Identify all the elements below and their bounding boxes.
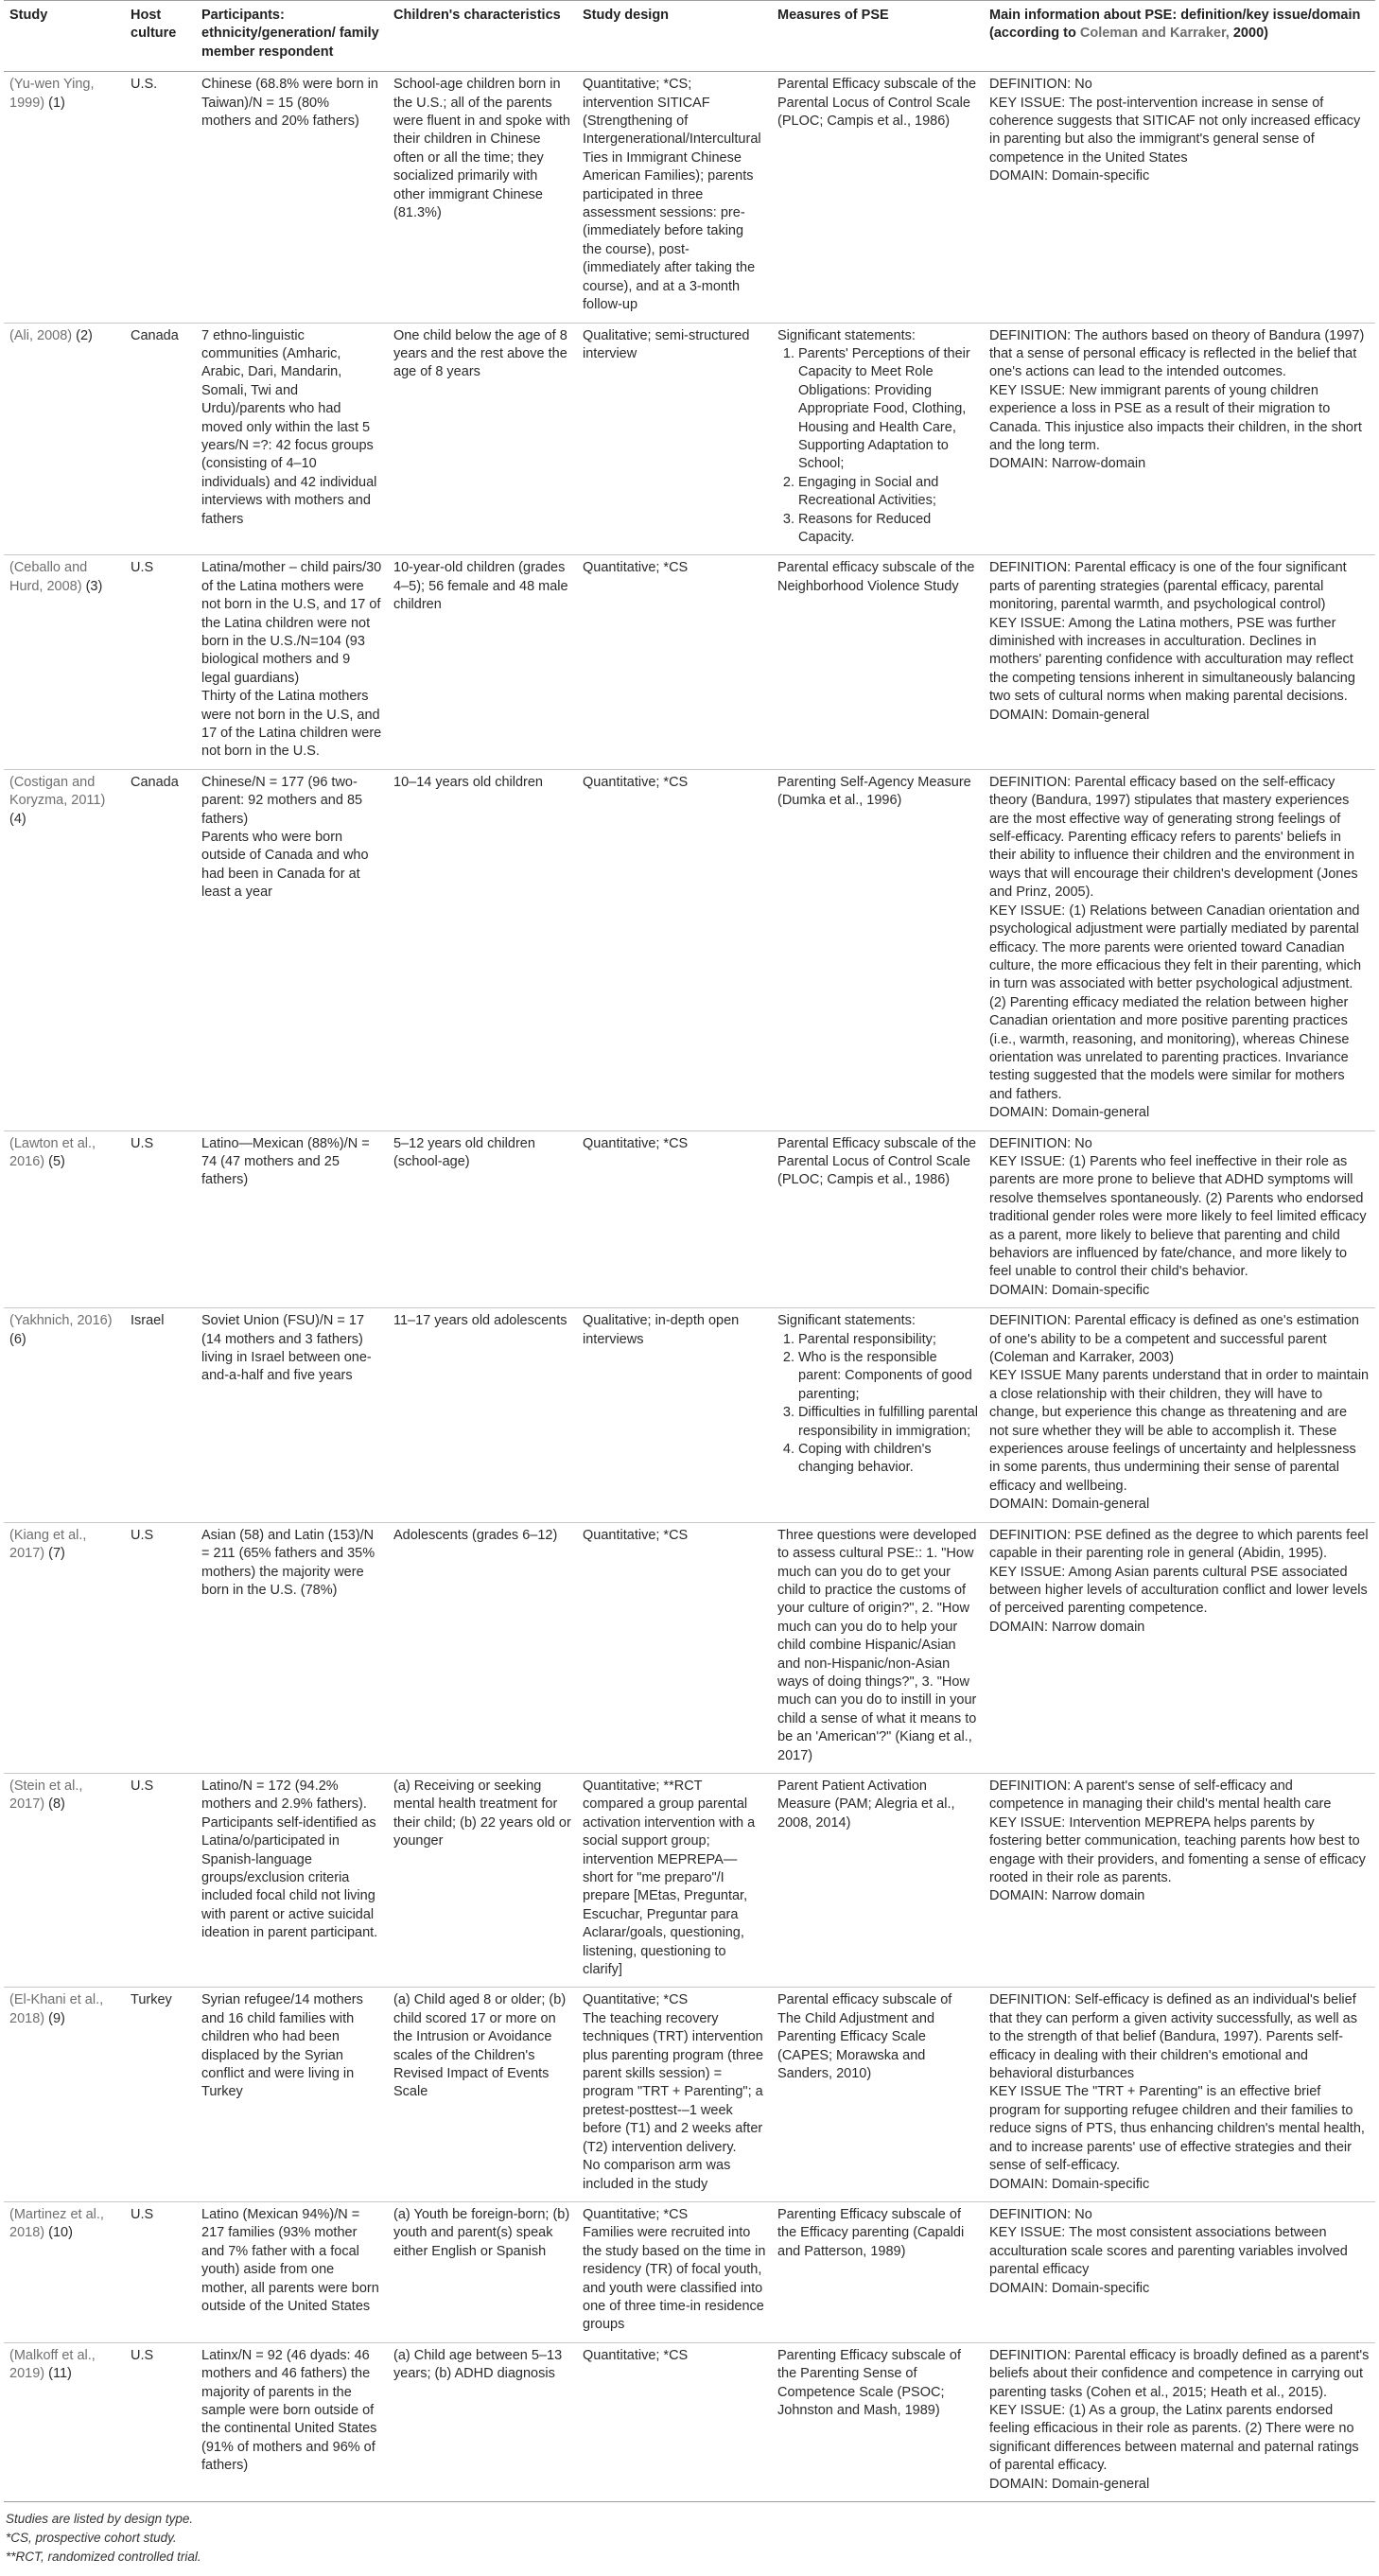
children-cell	[388, 1130, 577, 1308]
study-number: (11)	[44, 2366, 72, 2382]
table-row	[4, 72, 1375, 323]
host-culture-text: U.S	[131, 1778, 154, 1794]
measures-text: Parental Efficacy subscale of the Parental Locus of Control Scale (PLOC; Campis et al., 1986)	[777, 1135, 977, 1188]
study-design-cell	[577, 72, 772, 323]
study-reference: (Lawton et al., 2016)	[9, 1135, 96, 1169]
participants-text: Asian (58) and Latin (153)/N = 211 (65% fathers and 35% mothers) the majority were born in the U.S. (78%)	[201, 1527, 375, 1598]
study-cell	[4, 1130, 125, 1308]
measures-cell	[772, 1522, 984, 1773]
table-row	[4, 1130, 1375, 1308]
study-cell	[4, 1773, 125, 1987]
participants-text: Soviet Union (FSU)/N = 17 (14 mothers and 3 fathers) living in Israel between one-and-a-half and five years	[201, 1313, 372, 1384]
host-culture-text: Turkey	[131, 1992, 172, 2008]
children-text: One child below the age of 8 years and the rest above the age of 8 years	[393, 327, 567, 380]
main-info-text: DEFINITION: Parental efficacy is broadly defined as a parent's beliefs about their confidence and competence in carrying out parenting tasks (Cohen et al., 2015; Heath et al., 2015). KEY ISSUE: (1) As a group, the Latinx parents endorsed feeling efficacious in their role as parents. (2) There were no significant differences between maternal and paternal ratings of parental efficacy. DOMAIN: Domain-general	[989, 2347, 1370, 2492]
measures-intro: Significant statements:	[777, 327, 916, 343]
note-design-type: Studies are listed by design type.	[6, 2512, 194, 2526]
study-number: (3)	[81, 578, 103, 594]
list-item: 2. Engaging in Social and Recreational Activities;	[798, 474, 978, 511]
children-text: (a) Child age between 5–13 years; (b) ADHD diagnosis	[393, 2347, 563, 2382]
main-info-text: DEFINITION: A parent's sense of self-efficacy and competence in managing their child's mental health care KEY ISSUE: Intervention MEPREPA helps parents by fostering better communication, teaching parents how best to engage with their providers, and fomenting a sense of efficacy rooted in their role as parents. DOMAIN: Narrow domain	[989, 1778, 1366, 1904]
main-info-cell	[984, 1988, 1375, 2201]
study-design-text: Quantitative; *CS Families were recruited into the study based on the time in residency (TR) of focal youth, and youth were classified into one of three time-in residence groups	[583, 2206, 766, 2333]
measures-intro: Significant statements:	[777, 1313, 916, 1329]
list-item: 2. Who is the responsible parent: Components of good parenting;	[798, 1349, 978, 1404]
measures-text: Parent Patient Activation Measure (PAM; Alegria et al., 2008, 2014)	[777, 1778, 955, 1831]
study-design-cell	[577, 2201, 772, 2342]
main-info-text: DEFINITION: No KEY ISSUE: (1) Parents who feel ineffective in their role as parents are more prone to believe that ADHD symptoms will resolve themselves spontaneously. (2) Parents who endorsed traditional gender roles were more likely to feel limited efficacy as a parent, more likely to believe that parenting and child behaviors are influenced by fate/chance, and more likely to feel unable to control their child's behavior. DOMAIN: Domain-specific	[989, 1135, 1367, 1298]
main-info-cell	[984, 2201, 1375, 2342]
significant-statements-list	[777, 1331, 978, 1478]
study-reference: (Kiang et al., 2017)	[9, 1527, 87, 1562]
children-cell	[388, 323, 577, 555]
study-cell	[4, 323, 125, 555]
main-info-text: DEFINITION: Parental efficacy is one of the four significant parts of parenting strategies (parental efficacy, parental monitoring, parental warmth, and psychological control) KEY ISSUE: Among the Latina mothers, PSE was further diminished with increases in acculturation. Declines in mothers' parenting confidence with acculturation may reflect the competing tensions inherent in simultaneously balancing two sets of cultural norms when making parental decisions. DOMAIN: Domain-general	[989, 560, 1355, 723]
study-number: (2)	[72, 327, 93, 343]
participants-text: Latino/N = 172 (94.2% mothers and 2.9% fathers). Participants self-identified as Latina/o/participated in Spanish-language groups/exclusion criteria included focal child not living with parent or active suicidal ideation in parent participant.	[201, 1778, 378, 1941]
study-design-text: Quantitative; *CS	[583, 2347, 689, 2363]
table-row	[4, 2342, 1375, 2501]
host-culture-text: U.S	[131, 2347, 154, 2363]
study-design-text: Quantitative; *CS	[583, 1527, 689, 1543]
host-culture-cell	[125, 769, 196, 1130]
study-design-text: Quantitative; *CS	[583, 560, 689, 576]
participants-cell	[196, 72, 388, 323]
host-culture-text: Israel	[131, 1313, 165, 1329]
participants-cell	[196, 1773, 388, 1987]
host-culture-cell	[125, 72, 196, 323]
measures-cell	[772, 1308, 984, 1522]
participants-cell	[196, 555, 388, 769]
participants-text: 7 ethno-linguistic communities (Amharic, Arabic, Dari, Mandarin, Somali, Twi and Urdu)/parents who had moved only within the last 5 years/N =?: 42 focus groups (consisting of 4–10 individuals) and 42 individual interviews with mothers and fathers	[201, 327, 377, 527]
study-reference: (Yu-wen Ying, 1999)	[9, 77, 95, 111]
study-cell	[4, 2342, 125, 2501]
participants-text: Latina/mother – child pairs/30 of the Latina mothers were not born in the U.S, and 17 of the Latina children were not born in the U.S./N=104 (93 biological mothers and 9 legal guardians) Thirty of the Latina mothers were not born in the U.S, and 17 of the Latina children were not born in the U.S.	[201, 560, 382, 760]
children-cell	[388, 72, 577, 323]
participants-text: Syrian refugee/14 mothers and 16 child families with children who had been displaced by the Syrian conflict and were living in Turkey	[201, 1992, 363, 2100]
header-study-design: Study design	[577, 1, 772, 72]
header-main-info-text: Main information about PSE: definition/key issue/domain (according to	[989, 8, 1361, 42]
host-culture-cell	[125, 555, 196, 769]
participants-text: Chinese/N = 177 (96 two-parent: 92 mothers and 85 fathers) Parents who were born outside of Canada and who had been in Canada for at least a year	[201, 774, 369, 901]
children-cell	[388, 1773, 577, 1987]
significant-statements-list	[777, 345, 978, 547]
table-row	[4, 1773, 1375, 1987]
study-design-cell	[577, 769, 772, 1130]
main-info-cell	[984, 555, 1375, 769]
header-study: Study	[4, 1, 125, 72]
participants-text: Chinese (68.8% were born in Taiwan)/N = 15 (80% mothers and 20% fathers)	[201, 77, 378, 130]
participants-text: Latino (Mexican 94%)/N = 217 families (93% mother and 7% father with a focal youth) aside from one mother, all parents were born outside of the United States	[201, 2206, 379, 2314]
children-text: Adolescents (grades 6–12)	[393, 1527, 558, 1543]
study-reference: (El-Khani et al., 2018)	[9, 1992, 104, 2026]
participants-cell	[196, 1522, 388, 1773]
list-item: 3. Difficulties in fulfilling parental responsibility in immigration;	[798, 1404, 978, 1441]
table-row	[4, 1988, 1375, 2201]
host-culture-text: U.S	[131, 2206, 154, 2222]
participants-text: Latino—Mexican (88%)/N = 74 (47 mothers and 25 fathers)	[201, 1135, 370, 1188]
study-design-text: Qualitative; semi-structured interview	[583, 327, 750, 361]
study-design-text: Quantitative; *CS The teaching recovery techniques (TRT) intervention plus parenting program (three parent skills session) = program "TRT + Parenting"; a pretest-posttest-–1 week before (T1) and 2 weeks after (T2) intervention delivery. No comparison arm was included in the study	[583, 1992, 764, 2192]
table-row	[4, 323, 1375, 555]
study-reference: (Martinez et al., 2018)	[9, 2206, 104, 2241]
study-design-cell	[577, 1773, 772, 1987]
main-info-text: DEFINITION: Parental efficacy is defined as one's estimation of one's ability to be a competent and successful parent (Coleman and Karraker, 2003) KEY ISSUE Many parents understand that in order to maintain a close relationship with their children, they will have to change, but experience this change as threatening and are not sure whether they will be able to accomplish it. These experiences arouse feelings of uncertainty and helplessness in some parents, thus undermining their sense of parental efficacy and wellbeing. DOMAIN: Domain-general	[989, 1313, 1370, 1513]
measures-cell	[772, 1988, 984, 2201]
host-culture-cell	[125, 323, 196, 555]
study-number: (5)	[44, 1153, 65, 1169]
main-info-cell	[984, 1773, 1375, 1987]
participants-cell	[196, 323, 388, 555]
study-number: (1)	[44, 95, 65, 111]
study-reference: (Malkoff et al., 2019)	[9, 2347, 96, 2382]
study-number: (8)	[44, 1796, 65, 1813]
measures-cell	[772, 2201, 984, 2342]
children-cell	[388, 555, 577, 769]
children-text: (a) Child aged 8 or older; (b) child scored 17 or more on the Intrusion or Avoidance scales of the Children's Revised Impact of Events Scale	[393, 1992, 567, 2100]
study-cell	[4, 1522, 125, 1773]
note-rct: **RCT, randomized controlled trial.	[6, 2550, 201, 2564]
measures-cell	[772, 555, 984, 769]
study-design-text: Quantitative; *CS; intervention SITICAF (Strengthening of Intergenerational/Intercultural Ties in Immigrant Chinese American Families); parents participated in three assessment sessions: pre- (immediately before taking the course), post- (immediately after taking the course), and at a 3-month follow-up	[583, 77, 761, 313]
study-cell	[4, 769, 125, 1130]
study-reference: (Ceballo and Hurd, 2008)	[9, 560, 88, 594]
measures-cell	[772, 2342, 984, 2501]
main-info-text: DEFINITION: No KEY ISSUE: The post-intervention increase in sense of coherence suggests that SITICAF not only increased efficacy in parenting but also the immigrant's general sense of competence in the United States DOMAIN: Domain-specific	[989, 77, 1361, 184]
children-cell	[388, 1308, 577, 1522]
table-row	[4, 1522, 1375, 1773]
study-cell	[4, 555, 125, 769]
participants-cell	[196, 769, 388, 1130]
children-cell	[388, 769, 577, 1130]
children-text: 10-year-old children (grades 4–5); 56 female and 48 male children	[393, 560, 568, 613]
list-item: 4. Coping with children's changing behavior.	[798, 1441, 978, 1478]
children-text: (a) Youth be foreign-born; (b) youth and parent(s) speak either English or Spanish	[393, 2206, 570, 2259]
main-info-cell	[984, 1130, 1375, 1308]
children-cell	[388, 2342, 577, 2501]
main-info-cell	[984, 769, 1375, 1130]
measures-text: Parenting Self-Agency Measure (Dumka et al., 1996)	[777, 774, 971, 809]
list-item: 3. Reasons for Reduced Capacity.	[798, 511, 978, 548]
study-design-text: Qualitative; in-depth open interviews	[583, 1313, 740, 1347]
table-notes	[4, 2502, 1375, 2567]
participants-cell	[196, 2201, 388, 2342]
host-culture-text: Canada	[131, 774, 179, 790]
host-culture-text: U.S	[131, 560, 154, 576]
measures-text: Parental Efficacy subscale of the Parental Locus of Control Scale (PLOC; Campis et al., 1986)	[777, 77, 977, 130]
measures-cell	[772, 1773, 984, 1987]
study-design-cell	[577, 1308, 772, 1522]
main-info-cell	[984, 1522, 1375, 1773]
main-info-cell	[984, 72, 1375, 323]
study-reference: (Costigan and Koryzma, 2011)	[9, 774, 106, 809]
study-design-cell	[577, 1988, 772, 2201]
table-body	[4, 72, 1375, 2502]
note-cs: *CS, prospective cohort study.	[6, 2531, 177, 2545]
study-reference: (Ali, 2008)	[9, 327, 73, 343]
host-culture-cell	[125, 2342, 196, 2501]
host-culture-cell	[125, 1130, 196, 1308]
table-row	[4, 2201, 1375, 2342]
study-cell	[4, 1308, 125, 1522]
host-culture-text: Canada	[131, 327, 179, 343]
main-info-text: DEFINITION: Self-efficacy is defined as an individual's belief that they can perform a given activity successfully, as well as to the strength of that belief (Bandura, 1997). Parents self-efficacy in dealing with their children's emotional and behavioral disturbances KEY ISSUE The "TRT + Parenting" is an effective brief program for supporting refugee children and their families to reduce signs of PTS, thus enhancing children's mental health, and to increase parents' use of effective strategies and their sense of self-efficacy. DOMAIN: Domain-specific	[989, 1992, 1365, 2192]
study-design-text: Quantitative; **RCT compared a group parental activation intervention with a social support group; intervention MEPREPA—short for "me preparo"/I prepare [MEtas, Preguntar, Escuchar, Preguntar para Aclarar/goals, questioning, listening, questioning to clarify]	[583, 1778, 756, 1978]
children-text: 5–12 years old children (school-age)	[393, 1135, 535, 1169]
study-number: (9)	[44, 2010, 65, 2026]
children-text: 10–14 years old children	[393, 774, 543, 790]
main-info-cell	[984, 1308, 1375, 1522]
main-info-text: DEFINITION: PSE defined as the degree to which parents feel capable in their parenting role in general (Abidin, 1995). KEY ISSUE: Among Asian parents cultural PSE associated between higher levels of acculturation conflict and lower levels of perceived parenting competence. DOMAIN: Narrow domain	[989, 1527, 1369, 1635]
table-row	[4, 1308, 1375, 1522]
study-design-cell	[577, 555, 772, 769]
header-main-info-ref: Coleman and Karraker,	[1079, 26, 1230, 42]
measures-text: Parenting Efficacy subscale of the Parenting Sense of Competence Scale (PSOC; Johnston and Mash, 1989)	[777, 2347, 961, 2418]
host-culture-cell	[125, 1988, 196, 2201]
main-info-text: DEFINITION: No KEY ISSUE: The most consistent associations between acculturation scale scores and parenting variables involved parental efficacy DOMAIN: Domain-specific	[989, 2206, 1348, 2296]
participants-cell	[196, 2342, 388, 2501]
table-row	[4, 555, 1375, 769]
study-reference: (Yakhnich, 2016)	[9, 1313, 113, 1329]
children-cell	[388, 2201, 577, 2342]
main-info-cell	[984, 2342, 1375, 2501]
host-culture-cell	[125, 1773, 196, 1987]
measures-text: Parental efficacy subscale of the Neighborhood Violence Study	[777, 560, 975, 594]
participants-text: Latinx/N = 92 (46 dyads: 46 mothers and 46 fathers) the majority of parents in the sample were born outside of the continental United States (91% of mothers and 96% of fathers)	[201, 2347, 377, 2474]
measures-text: Parental efficacy subscale of The Child Adjustment and Parenting Efficacy Scale (CAPES; Morawska and Sanders, 2010)	[777, 1992, 952, 2082]
participants-cell	[196, 1308, 388, 1522]
header-row	[4, 1, 1375, 72]
host-culture-cell	[125, 1522, 196, 1773]
study-cell	[4, 1988, 125, 2201]
study-number: (7)	[44, 1546, 65, 1562]
host-culture-text: U.S	[131, 1135, 154, 1151]
measures-cell	[772, 323, 984, 555]
study-design-text: Quantitative; *CS	[583, 774, 689, 790]
header-main-info-end: 2000)	[1229, 26, 1268, 42]
host-culture-text: U.S	[131, 1527, 154, 1543]
participants-cell	[196, 1988, 388, 2201]
study-design-cell	[577, 1522, 772, 1773]
host-culture-cell	[125, 1308, 196, 1522]
study-number: (4)	[9, 811, 26, 827]
header-host-culture: Host culture	[125, 1, 196, 72]
children-text: (a) Receiving or seeking mental health treatment for their child; (b) 22 years old or younger	[393, 1778, 571, 1849]
study-cell	[4, 72, 125, 323]
list-item: 1. Parental responsibility;	[798, 1331, 978, 1349]
study-design-cell	[577, 2342, 772, 2501]
study-number: (10)	[44, 2225, 73, 2241]
measures-cell	[772, 769, 984, 1130]
main-info-cell	[984, 323, 1375, 555]
header-children: Children's characteristics	[388, 1, 577, 72]
host-culture-cell	[125, 2201, 196, 2342]
children-text: 11–17 years old adolescents	[393, 1313, 567, 1329]
host-culture-text: U.S.	[131, 77, 158, 93]
study-cell	[4, 2201, 125, 2342]
study-design-cell	[577, 323, 772, 555]
children-cell	[388, 1522, 577, 1773]
header-participants: Participants: ethnicity/generation/ family member respondent	[196, 1, 388, 72]
table-row	[4, 769, 1375, 1130]
study-design-text: Quantitative; *CS	[583, 1135, 689, 1151]
measures-cell	[772, 72, 984, 323]
main-info-text: DEFINITION: The authors based on theory of Bandura (1997) that a sense of personal efficacy is reflected in the belief that one's actions can lead to the intended outcomes. KEY ISSUE: New immigrant parents of young children experience a loss in PSE as a result of their migration to Canada. This injustice also impacts their children, in the short and the long term. DOMAIN: Narrow-domain	[989, 327, 1365, 472]
measures-text: Parenting Efficacy subscale of the Efficacy parenting (Capaldi and Patterson, 1989)	[777, 2206, 965, 2259]
header-main-info	[984, 1, 1375, 72]
measures-cell	[772, 1130, 984, 1308]
main-info-text: DEFINITION: Parental efficacy based on the self-efficacy theory (Bandura, 1997) stipulates that mastery experiences are the most effective way of generating strong feelings of self-efficacy. Parenting efficacy refers to parents' beliefs in their ability to influence their children and the environment in ways that will encourage their children's development (Jones and Prinz, 2005). KEY ISSUE: (1) Relations between Canadian orientation and psychological adjustment were partially mediated by parental efficacy. The more parents were oriented toward Canadian culture, the more efficacious they felt in their parenting, which in turn was associated with better psychological adjustment. (2) Parenting efficacy mediated the relation between higher Canadian orientation and more positive parenting practices (i.e., warmth, reasoning, and monitoring), whereas Chinese orientation was unrelated to parenting practices. Invariance testing suggested that the models were similar for mothers and fathers. DOMAIN: Domain-general	[989, 774, 1362, 1121]
studies-table	[4, 0, 1375, 2502]
children-cell	[388, 1988, 577, 2201]
header-measures: Measures of PSE	[772, 1, 984, 72]
study-design-cell	[577, 1130, 772, 1308]
measures-text: Three questions were developed to assess cultural PSE:: 1. "How much can you do to get your child to practice the customs of your culture of origin?", 2. "How much can you do to help your child combine Hispanic/Asian and non-Hispanic/non-Asian ways of doing things?", 3. "How much can you do to instill in your child a sense of what it means to be an 'American'?" (Kiang et al., 2017)	[777, 1527, 977, 1763]
participants-cell	[196, 1130, 388, 1308]
study-reference: (Stein et al., 2017)	[9, 1778, 83, 1813]
children-text: School-age children born in the U.S.; all of the parents were fluent in and spoke with their children in Chinese often or all the time; they socialized primarily with other immigrant Chinese (81.3%)	[393, 77, 570, 221]
study-number: (6)	[9, 1331, 26, 1347]
list-item: 1. Parents' Perceptions of their Capacity to Meet Role Obligations: Providing Appropriate Food, Clothing, Housing and Health Care, Supporting Adaptation to School;	[798, 345, 978, 474]
